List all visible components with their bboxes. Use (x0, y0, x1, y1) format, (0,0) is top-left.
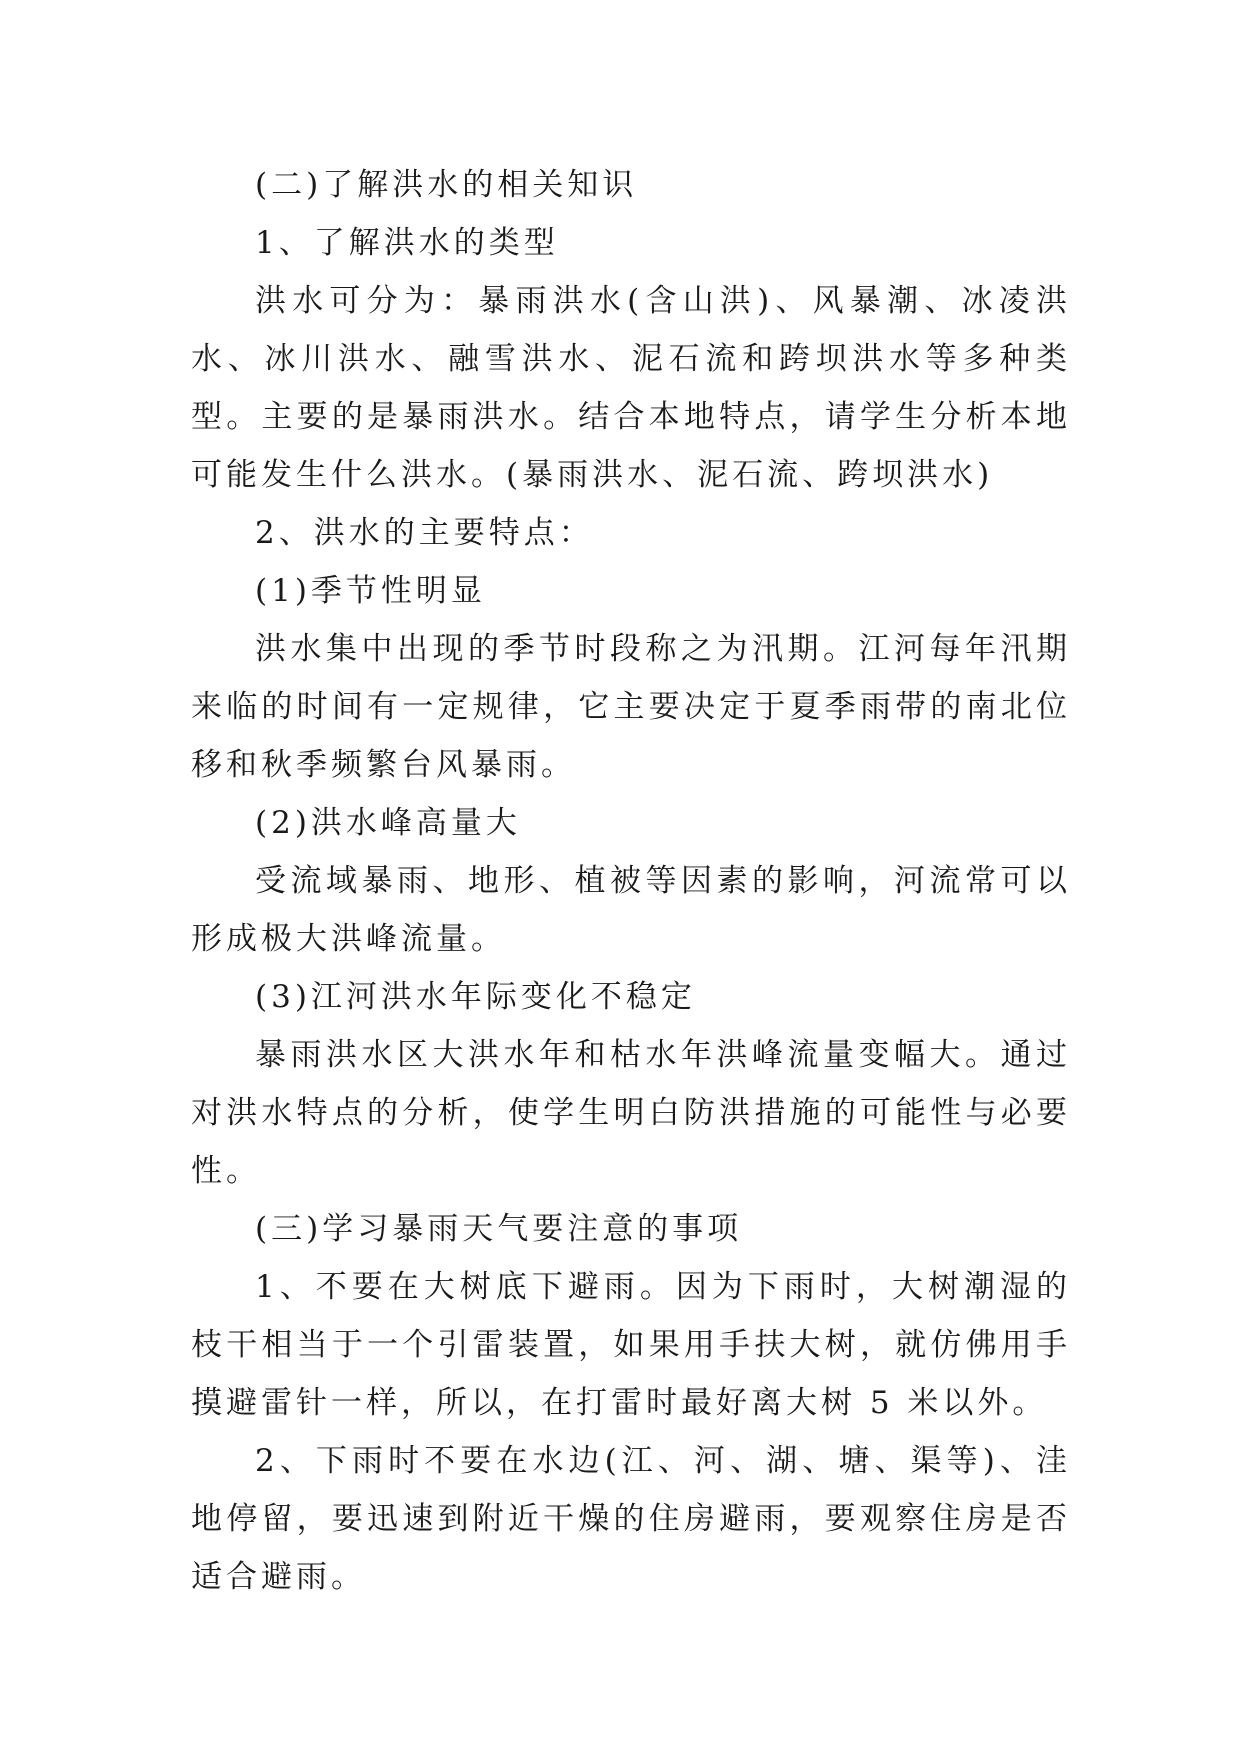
paragraph-seasonality: 洪水集中出现的季节时段称之为汛期。江河每年汛期来临的时间有一定规律，它主要决定于夏季雨带的南北位移和秋季频繁台风暴雨。 (191, 631, 1071, 783)
subheading-seasonality: (1)季节性明显 (255, 573, 486, 609)
paragraph-flood-types: 洪水可分为：暴雨洪水(含山洪)、风暴潮、冰凌洪水、冰川洪水、融雪洪水、泥石流和跨坝洪水等多种类型。主要的是暴雨洪水。结合本地特点，请学生分析本地可能发生什么洪水。(暴雨洪水、泥石流、跨坝洪水) (191, 283, 1071, 493)
subheading-flood-features: 2、洪水的主要特点： (255, 515, 594, 551)
section-heading-rainstorm-precautions: (三)学习暴雨天气要注意的事项 (255, 1211, 743, 1247)
paragraph-precaution-tree: 1、不要在大树底下避雨。因为下雨时，大树潮湿的枝干相当于一个引雷装置，如果用手扶大树，就仿佛用手摸避雷针一样，所以，在打雷时最好离大树 5 米以外。 (191, 1269, 1071, 1421)
paragraph-high-peak: 受流域暴雨、地形、植被等因素的影响，河流常可以形成极大洪峰流量。 (191, 863, 1071, 957)
paragraph-interannual-variation: 暴雨洪水区大洪水年和枯水年洪峰流量变幅大。通过对洪水特点的分析，使学生明白防洪措施的可能性与必要性。 (191, 1037, 1071, 1189)
subheading-interannual-variation: (3)江河洪水年际变化不稳定 (255, 979, 696, 1015)
subheading-high-peak: (2)洪水峰高量大 (255, 805, 521, 841)
document-body (191, 156, 1071, 1606)
paragraph-precaution-waterside: 2、下雨时不要在水边(江、河、湖、塘、渠等)、洼地停留，要迅速到附近干燥的住房避雨，要观察住房是否适合避雨。 (191, 1443, 1071, 1595)
subheading-flood-types: 1、了解洪水的类型 (255, 225, 559, 261)
section-heading-flood-knowledge: (二)了解洪水的相关知识 (255, 167, 638, 203)
